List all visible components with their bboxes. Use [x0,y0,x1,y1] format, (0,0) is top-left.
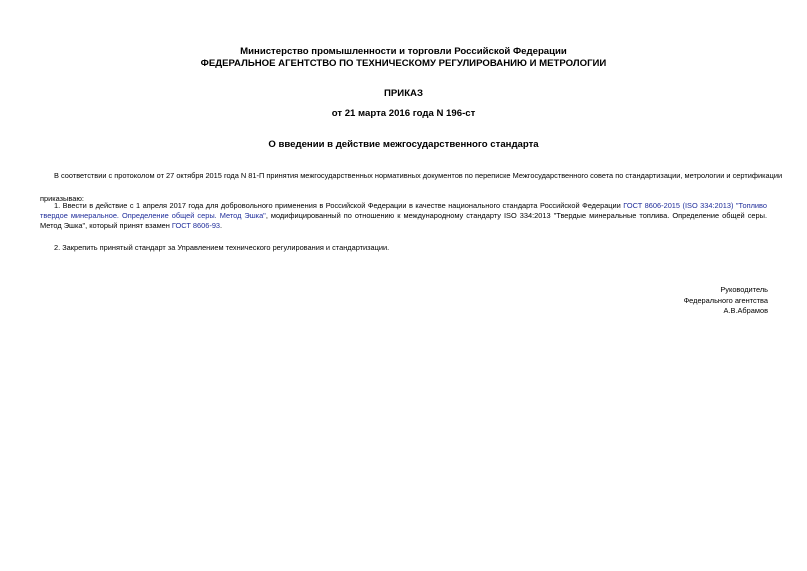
document-subject: О введении в действие межгосударственного стандарта [268,139,539,150]
item1-text-a: 1. Ввести в действие с 1 апреля 2017 года для добровольного применения в Российской Федерации в качестве национального стандарта Российской Федерации [54,201,624,210]
signature-position: Руководитель [720,285,768,294]
signature-name: А.В.Абрамов [723,306,768,315]
signature-organization: Федерального агентства [683,295,768,305]
ministry-title: Министерство промышленности и торговли Российской Федерации [240,46,567,57]
agency-title: ФЕДЕРАЛЬНОЕ АГЕНТСТВО ПО ТЕХНИЧЕСКОМУ РЕГУЛИРОВАНИЮ И МЕТРОЛОГИИ [200,58,607,69]
gost-8606-93-link[interactable]: ГОСТ 8606-93 [171,221,221,230]
order-item-1 [40,201,767,231]
basis-paragraph: В соответствии с протоколом от 27 октября 2015 года N 81-П принятия межгосударственных нормативных документов по переписке Межгосударственного совета по стандартизации, метрологии и сертификации [54,171,783,180]
gost-8606-2015-link[interactable]: ГОСТ 8606-2015 (ISO 334:2013) "Топливо твердое минеральное. Определение общей серы. Метод Эшка" [40,201,767,220]
item1-text-b: , модифицированный по отношению к международному стандарту ISO 334:2013 "Твердые минеральные топлива. Определение общей серы. Метод Эшка", который принят взамен [40,211,767,230]
document-type: ПРИКАЗ [384,88,423,99]
order-item-2: 2. Закрепить принятый стандарт за Управлением технического регулирования и стандартизации. [54,243,390,252]
order-word: приказываю: [40,194,84,203]
item1-text-c: . [220,221,223,230]
document-date-number: от 21 марта 2016 года N 196-ст [331,108,476,119]
signature-block [684,285,768,317]
